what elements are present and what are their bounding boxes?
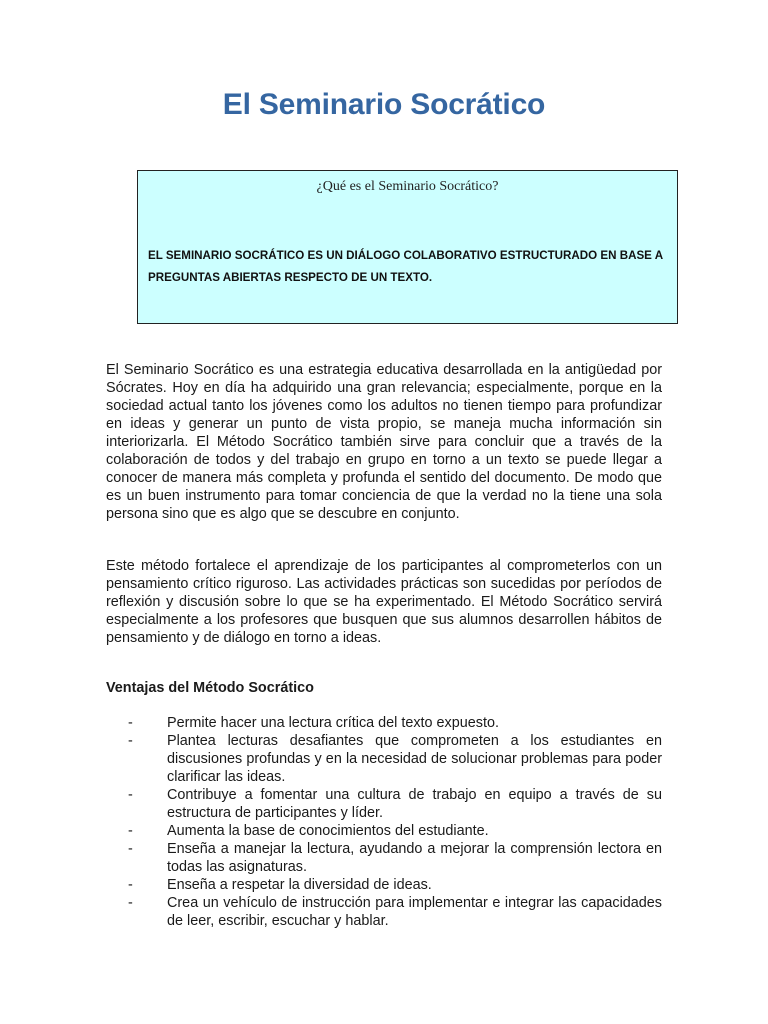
list-item — [106, 840, 662, 876]
list-item-text: Enseña a respetar la diversidad de ideas. — [167, 877, 432, 893]
definition-text: EL SEMINARIO SOCRÁTICO ES UN DIÁLOGO COLABORATIVO ESTRUCTURADO EN BASE A PREGUNTAS ABIERTAS RESPECTO DE UN TEXTO. — [148, 249, 663, 284]
list-item — [106, 714, 662, 732]
method-paragraph: Este método fortalece el aprendizaje de los participantes al comprometerlos con un pensamiento crítico riguroso. Las actividades prácticas son sucedidas por períodos de reflexión y discusión sobre lo que se ha experimentado. El Método Socrático servirá especialmente a los profesores que busquen que sus alumnos desarrollen hábitos de pensamiento y de diálogo en torno a ideas. — [106, 558, 662, 646]
list-item — [106, 786, 662, 822]
list-item-text: Aumenta la base de conocimientos del estudiante. — [167, 823, 489, 839]
bullet-dash: - — [128, 841, 133, 857]
definition-question: ¿Qué es el Seminario Socrático? — [316, 179, 499, 194]
bullet-dash: - — [128, 823, 133, 839]
advantages-heading: Ventajas del Método Socrático — [106, 680, 314, 696]
list-item-text: Enseña a manejar la lectura, ayudando a mejorar la comprensión lectora en todas las asignaturas. — [167, 841, 662, 875]
list-item — [106, 876, 662, 894]
list-item-text: Contribuye a fomentar una cultura de trabajo en equipo a través de su estructura de participantes y líder. — [167, 787, 662, 821]
list-item-text: Permite hacer una lectura crítica del texto expuesto. — [167, 715, 499, 731]
bullet-dash: - — [128, 877, 133, 893]
definition-box — [137, 170, 678, 324]
bullet-dash: - — [128, 733, 133, 749]
intro-paragraph: El Seminario Socrático es una estrategia educativa desarrollada en la antigüedad por Sócrates. Hoy en día ha adquirido una gran relevancia; especialmente, porque en la sociedad actual tanto los jóvenes como los adultos no tienen tiempo para profundizar en ideas y generar un punto de vista propio, se maneja mucha información sin interiorizarla. El Método Socrático también sirve para concluir que a través de la colaboración de todos y del trabajo en grupo en torno a un texto se puede llegar a conocer de manera más completa y profunda el sentido del documento. De modo que es un buen instrumento para tomar conciencia de que la verdad no la tiene una sola persona sino que es algo que se descubre en conjunto. — [106, 362, 662, 522]
page-title: El Seminario Socrático — [222, 88, 546, 121]
list-item — [106, 894, 662, 930]
list-item — [106, 732, 662, 786]
bullet-dash: - — [128, 787, 133, 803]
list-item-text: Crea un vehículo de instrucción para implementar e integrar las capacidades de leer, escribir, escuchar y hablar. — [167, 895, 662, 929]
list-item — [106, 822, 662, 840]
list-item-text: Plantea lecturas desafiantes que comprometen a los estudiantes en discusiones profundas y en la necesidad de solucionar problemas para poder clarificar las ideas. — [167, 733, 662, 785]
bullet-dash: - — [128, 715, 133, 731]
advantages-list — [106, 714, 662, 930]
bullet-dash: - — [128, 895, 133, 911]
